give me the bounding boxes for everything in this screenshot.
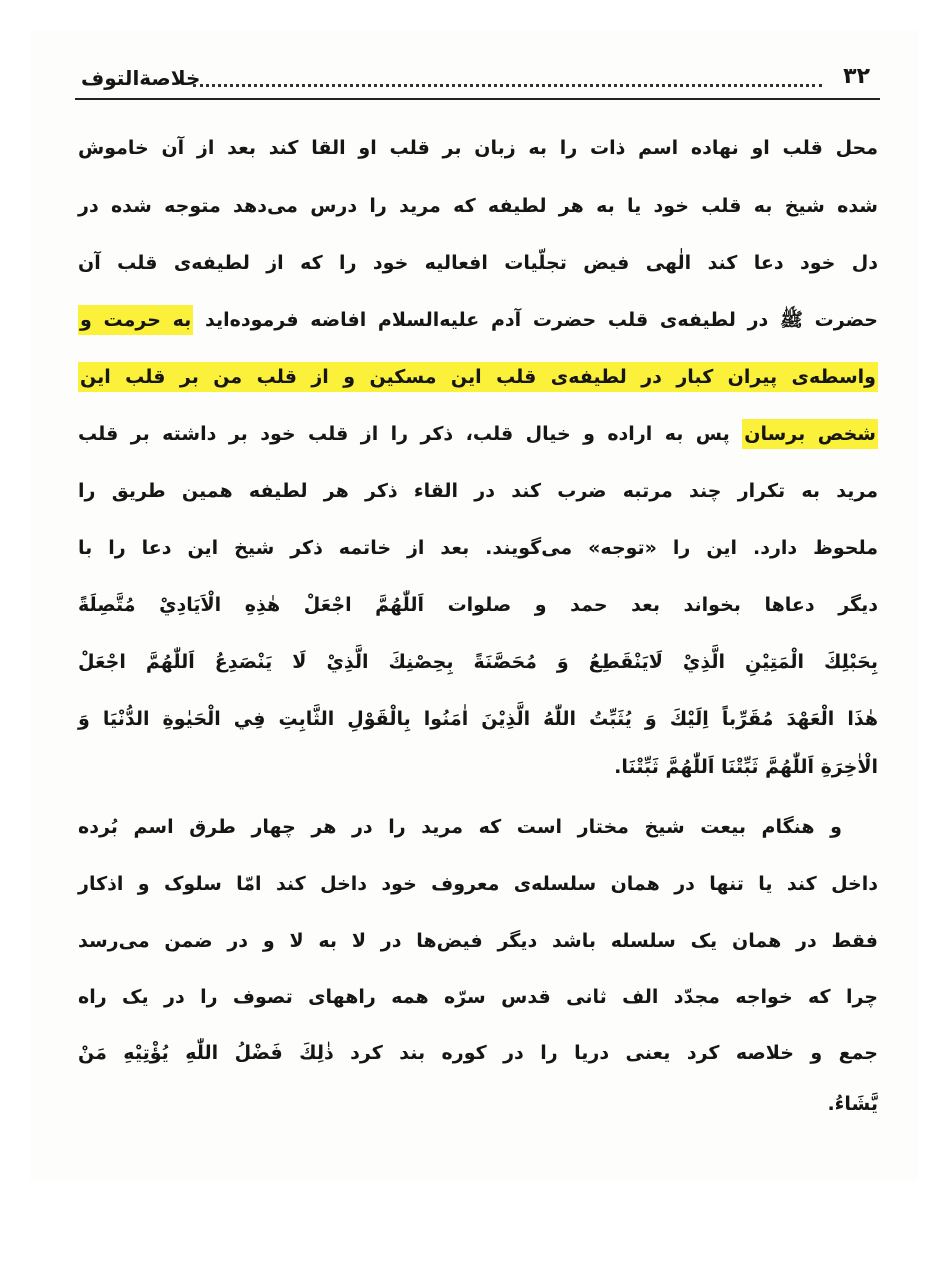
text-line bbox=[78, 699, 878, 739]
text-segment: پس به اراده و خیال قلب، ذکر را از قلب خود بر داشته بر قلب bbox=[78, 423, 730, 445]
text-segment: ملحوظ دارد. این را «توجه» می‌گویند. بعد از خاتمه ذکر شیخ این دعا را با bbox=[78, 537, 878, 559]
text-segment: مرید به تکرار چند مرتبه ضرب کند در القاء ذکر هر لطیفه همین طریق را bbox=[78, 480, 878, 502]
header-leader-dots bbox=[193, 84, 822, 87]
text-segment: فقط در همان یک سلسله باشد دیگر فیض‌ها در لا به لا و در ضمن می‌رسد bbox=[78, 930, 878, 952]
text-line bbox=[78, 977, 878, 1017]
text-segment: چرا که خواجه مجدّد الف ثانی قدس سرّه همه راههای تصوف را در یک راه bbox=[78, 986, 878, 1008]
text-segment: هٰذَا الْعَهْدَ مُقَرِّباً اِلَيْكَ وَ يُثَبِّتُ اللّٰهُ الَّذِيْنَ اٰمَنُوا بِالْقَوْلِ الثَّابِتِ فِي الْحَيٰوةِ الدُّنْيَا وَ bbox=[78, 708, 878, 730]
text-line bbox=[78, 864, 878, 904]
text-segment: شده شیخ به قلب خود یا به هر لطیفه که مرید را درس می‌دهد متوجه شده در bbox=[78, 195, 878, 217]
text-line bbox=[78, 921, 878, 961]
text-segment: الْاٰخِرَةِ اَللّٰهُمَّ ثَبِّتْنَا اَللّٰهُمَّ ثَبِّتْنَا. bbox=[614, 756, 878, 778]
text-line bbox=[78, 357, 878, 397]
text-segment: و هنگام بیعت شیخ مختار است که مرید را در هر چهار طرق اسم بُرده bbox=[78, 816, 842, 838]
running-title: خلاصة‌التوف bbox=[81, 66, 201, 90]
text-line bbox=[78, 642, 878, 682]
text-line bbox=[78, 243, 878, 283]
text-segment: محل قلب او نهاده اسم ذات را به زبان بر قلب او القا کند بعد از آن خاموش bbox=[78, 137, 878, 159]
highlighted-text: به حرمت و bbox=[78, 305, 193, 335]
text-line bbox=[78, 471, 878, 511]
text-line bbox=[78, 807, 878, 847]
text-segment: بِحَبْلِكَ الْمَتِيْنِ الَّذِيْ لَايَنْقَطِعُ وَ مُحَصَّنَةً بِحِصْنِكَ الَّذِيْ لَا يَنْصَدِعُ اَللّٰهُمَّ اجْعَلْ bbox=[78, 651, 878, 673]
text-line bbox=[78, 528, 878, 568]
text-segment: حضرت ﷺ در لطیفه‌ی قلب حضرت آدم علیه‌السلام افاضه فرموده‌اید bbox=[205, 309, 878, 331]
highlighted-text: واسطه‌ی پیران کبار در لطیفه‌ی قلب این مسکین و از قلب من بر قلب این bbox=[78, 362, 878, 392]
text-line bbox=[78, 414, 878, 454]
text-line bbox=[78, 1084, 878, 1124]
text-segment: داخل کند یا تنها در همان سلسله‌ی معروف خود داخل کند امّا سلوک و اذکار bbox=[78, 873, 878, 895]
text-line bbox=[78, 300, 878, 340]
text-line bbox=[78, 747, 878, 787]
text-segment: دل خود دعا کند الٰهی فیض تجلّیات افعالیه خود را که از لطیفه‌ی قلب آن bbox=[78, 252, 878, 274]
page-header bbox=[75, 60, 880, 100]
text-line bbox=[78, 585, 878, 625]
text-line bbox=[78, 128, 878, 168]
header-rule bbox=[75, 98, 880, 100]
text-segment: دیگر دعاها بخواند بعد حمد و صلوات اَللّٰهُمَّ اجْعَلْ هٰذِهِ الْاَيَادِيْ مُتَّصِلَةً bbox=[78, 594, 878, 616]
text-segment: جمع و خلاصه کرد یعنی دریا را در کوره بند کرد ذٰلِكَ فَضْلُ اللّٰهِ يُؤْتِيْهِ مَنْ bbox=[78, 1042, 878, 1064]
page-number: ۳۲ bbox=[843, 64, 870, 89]
text-segment: يَّشَاءُ. bbox=[827, 1093, 878, 1115]
text-line bbox=[78, 186, 878, 226]
text-line bbox=[78, 1033, 878, 1073]
highlighted-text: شخص برسان bbox=[742, 419, 878, 449]
